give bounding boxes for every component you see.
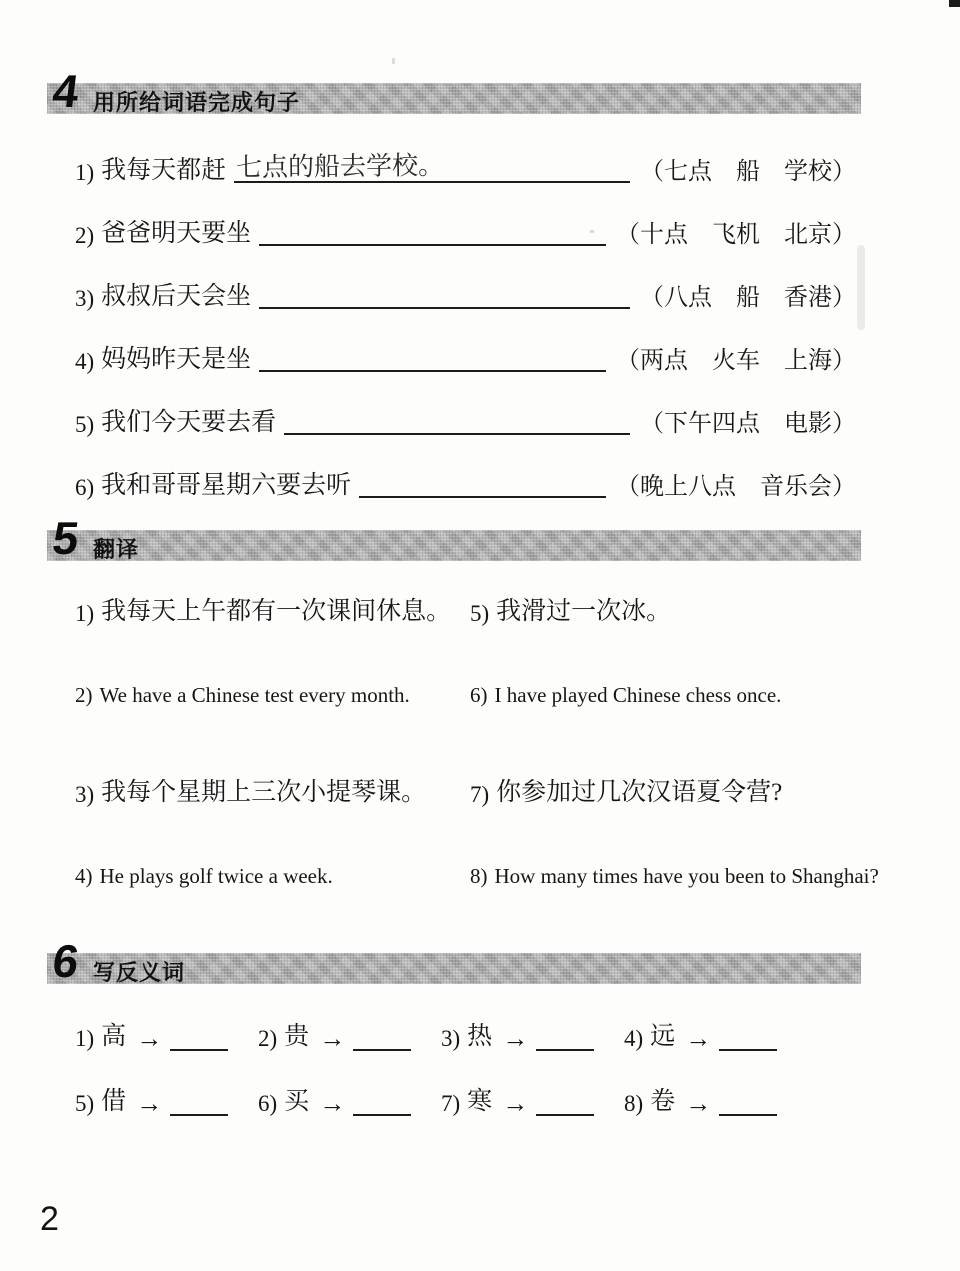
arrow-icon: → [502,1024,529,1053]
source-word: 贵 [284,1023,310,1050]
item-stem: 我每天都赶 [101,157,227,184]
item-number: 7) [470,782,490,807]
exercise-item-1 [75,152,856,186]
translation-item-4 [75,864,470,889]
translation-item-3 [75,772,470,808]
item-stem: 我们今天要去看 [101,409,277,436]
item-number: 3) [75,782,95,807]
exercise-item-4 [75,341,856,375]
scan-artifact-smudge [857,245,865,330]
answer-blank [536,1088,594,1116]
translation-row-3 [75,772,905,808]
item-number: 1) [75,160,95,185]
source-word: 寒 [467,1088,493,1115]
item-number: 6) [75,475,95,500]
answer-blank [170,1088,228,1116]
section-6-header-band [47,935,861,987]
answer-blank [719,1023,777,1051]
antonym-item-3 [441,1018,624,1052]
exercise-item-6 [75,467,856,501]
arrow-icon: → [502,1089,529,1118]
word-hint: （晚上八点 音乐会） [616,474,856,500]
item-number: 4) [75,349,95,374]
source-word: 买 [284,1088,310,1115]
answer-blank [259,214,606,246]
antonym-row-2 [75,1083,960,1117]
item-number: 2) [75,223,95,248]
item-number: 1) [75,1026,95,1051]
answer-blank [536,1023,594,1051]
scan-artifact-corner [949,0,960,7]
item-number: 3) [441,1026,461,1051]
antonym-item-6 [258,1083,441,1117]
section-4-exercise-list [75,152,856,501]
arrow-icon: → [136,1089,163,1118]
item-number: 1) [75,601,95,626]
sentence-chinese: 我滑过一次冰。 [496,598,672,625]
scan-artifact-speck [392,58,395,64]
sentence-english: I have played Chinese chess once. [494,683,782,707]
word-hint: （八点 船 香港） [640,285,856,311]
answer-blank [259,340,606,372]
translation-item-7 [470,772,782,808]
answer-blank [234,151,630,183]
arrow-icon: → [685,1024,712,1053]
translation-item-2 [75,683,470,708]
sentence-chinese: 你参加过几次汉语夏令营? [496,779,783,806]
translation-item-1 [75,591,470,627]
antonym-item-5 [75,1083,258,1117]
item-stem: 妈妈昨天是坐 [101,346,252,373]
item-stem: 我和哥哥星期六要去听 [101,472,352,499]
word-hint: （两点 火车 上海） [616,348,856,374]
source-word: 热 [467,1023,493,1050]
item-stem: 叔叔后天会坐 [101,283,252,310]
item-number: 5) [470,601,490,626]
antonym-item-4 [624,1018,807,1052]
item-number: 4) [624,1026,644,1051]
answer-blank [719,1088,777,1116]
item-number: 2) [75,683,93,707]
arrow-icon: → [319,1089,346,1118]
sentence-english: He plays golf twice a week. [99,864,333,888]
item-stem: 爸爸明天要坐 [101,220,252,247]
exercise-item-5 [75,404,856,438]
translation-item-5 [470,591,671,627]
item-number: 5) [75,412,95,437]
exercise-item-2 [75,215,856,249]
source-word: 高 [101,1023,127,1050]
sentence-chinese: 我每个星期上三次小提琴课。 [101,779,427,806]
translation-row-1 [75,591,905,627]
arrow-icon: → [136,1024,163,1053]
translation-item-6 [470,683,781,708]
sentence-english: How many times have you been to Shanghai? [494,864,879,888]
section-title: 翻译 [93,537,140,562]
item-number: 8) [470,864,488,888]
sentence-english: We have a Chinese test every month. [99,683,410,707]
source-word: 远 [650,1023,676,1050]
item-number: 3) [75,286,95,311]
section-number: 4 [49,65,82,117]
antonym-row-1 [75,1018,960,1052]
item-number: 6) [470,683,488,707]
translation-item-8 [470,864,879,889]
section-5-header-band [47,512,861,564]
arrow-icon: → [319,1024,346,1053]
antonym-item-7 [441,1083,624,1117]
item-number: 2) [258,1026,278,1051]
answer-blank [359,466,606,498]
item-number: 5) [75,1091,95,1116]
antonym-item-2 [258,1018,441,1052]
page-number: 2 [40,1200,59,1238]
answer-blank [170,1023,228,1051]
exercise-item-3 [75,278,856,312]
scan-artifact-speck [590,230,594,233]
item-number: 4) [75,864,93,888]
translation-row-4 [75,864,905,889]
section-6-antonym-list [75,1018,960,1117]
answer-blank [353,1023,411,1051]
word-hint: （十点 飞机 北京） [616,222,856,248]
section-number: 6 [49,935,82,987]
section-4-header-band [47,65,861,117]
item-number: 7) [441,1091,461,1116]
translation-row-2 [75,683,905,708]
section-5-translation-list [75,591,905,889]
section-title: 用所给词语完成句子 [93,90,301,115]
word-hint: （下午四点 电影） [640,411,856,437]
sentence-chinese: 我每天上午都有一次课间休息。 [101,598,452,625]
section-title: 写反义词 [93,960,186,985]
answer-blank [259,277,630,309]
item-number: 6) [258,1091,278,1116]
word-hint: （七点 船 学校） [640,159,856,185]
section-number: 5 [49,512,82,564]
answer-blank [353,1088,411,1116]
item-number: 8) [624,1091,644,1116]
source-word: 卷 [650,1088,676,1115]
handwritten-answer: 七点的船去学校。 [236,150,445,184]
antonym-item-8 [624,1083,807,1117]
source-word: 借 [101,1088,127,1115]
antonym-item-1 [75,1018,258,1052]
arrow-icon: → [685,1089,712,1118]
answer-blank [284,403,630,435]
